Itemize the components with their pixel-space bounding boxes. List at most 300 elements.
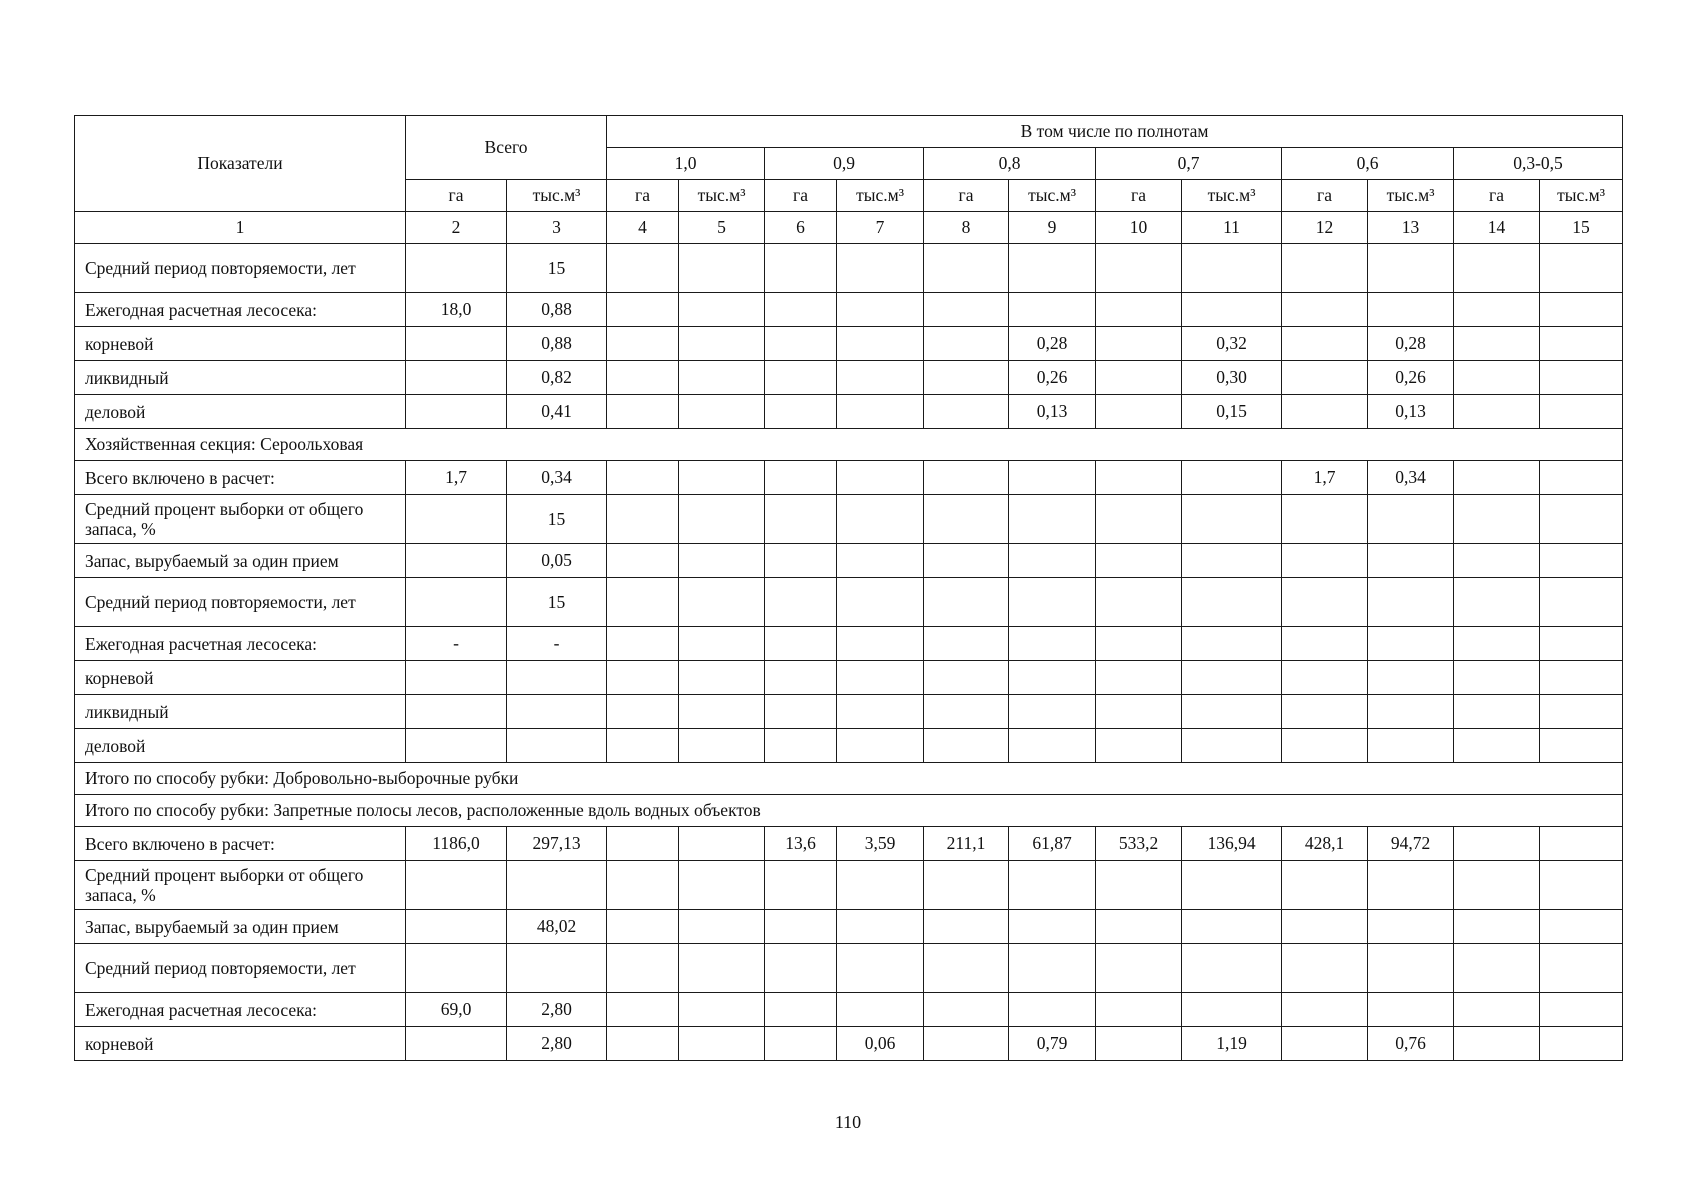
row-label: Всего включено в расчет:	[75, 461, 406, 495]
table-cell	[679, 327, 765, 361]
table-cell	[924, 395, 1009, 429]
table-cell	[837, 361, 924, 395]
table-cell: 0,82	[507, 361, 607, 395]
table-cell	[1009, 729, 1096, 763]
table-row	[75, 729, 1623, 763]
table-cell: 533,2	[1096, 827, 1182, 861]
header-row-1	[75, 116, 1623, 148]
row-label: ликвидный	[75, 695, 406, 729]
table-cell	[406, 361, 507, 395]
row-label: Средний период повторяемости, лет	[75, 244, 406, 293]
table-cell	[837, 861, 924, 910]
table-cell	[1540, 544, 1623, 578]
table-cell	[679, 495, 765, 544]
table-cell	[1182, 544, 1282, 578]
unit-m3-header: тыс.м³	[679, 180, 765, 212]
table-cell	[1096, 910, 1182, 944]
table-cell	[1540, 244, 1623, 293]
section-label: Итого по способу рубки: Добровольно-выборочные рубки	[75, 763, 1623, 795]
table-row	[75, 861, 1623, 910]
table-cell	[924, 993, 1009, 1027]
table-cell	[1540, 627, 1623, 661]
table-cell	[1282, 627, 1368, 661]
column-number: 9	[1009, 212, 1096, 244]
table-cell	[1540, 361, 1623, 395]
table-cell	[679, 578, 765, 627]
table-cell	[1282, 327, 1368, 361]
table-cell: 61,87	[1009, 827, 1096, 861]
table-row	[75, 827, 1623, 861]
row-label: Средний процент выборки от общего запаса, %	[75, 861, 406, 910]
table-cell	[1182, 944, 1282, 993]
table-cell	[679, 827, 765, 861]
table-cell	[1096, 461, 1182, 495]
table-cell	[607, 661, 679, 695]
table-cell	[679, 861, 765, 910]
table-cell	[1182, 244, 1282, 293]
table-row	[75, 327, 1623, 361]
table-cell	[607, 544, 679, 578]
table-cell	[607, 627, 679, 661]
column-number: 8	[924, 212, 1009, 244]
table-cell: 18,0	[406, 293, 507, 327]
table-cell: 2,80	[507, 993, 607, 1027]
table-cell	[607, 729, 679, 763]
table-cell	[1009, 578, 1096, 627]
table-cell	[607, 1027, 679, 1061]
table-cell	[1009, 461, 1096, 495]
table-cell	[406, 244, 507, 293]
table-cell	[1454, 495, 1540, 544]
table-cell	[924, 361, 1009, 395]
table-cell	[1454, 729, 1540, 763]
unit-ha-header: га	[607, 180, 679, 212]
table-cell	[1182, 910, 1282, 944]
table-cell	[679, 944, 765, 993]
table-cell	[1096, 695, 1182, 729]
unit-ha-header: га	[406, 180, 507, 212]
density-header: 0,9	[765, 148, 924, 180]
table-cell: 15	[507, 578, 607, 627]
table-cell	[1368, 495, 1454, 544]
table-cell	[1182, 293, 1282, 327]
table-cell	[1368, 729, 1454, 763]
unit-ha-header: га	[765, 180, 837, 212]
table-cell: 0,34	[507, 461, 607, 495]
table-cell	[1182, 661, 1282, 695]
table-cell	[1368, 944, 1454, 993]
table-cell	[1096, 861, 1182, 910]
table-cell	[924, 461, 1009, 495]
table-cell	[924, 495, 1009, 544]
table-cell	[507, 661, 607, 695]
table-row	[75, 627, 1623, 661]
table-cell	[1282, 244, 1368, 293]
table-row	[75, 1027, 1623, 1061]
table-row	[75, 910, 1623, 944]
table-cell	[607, 993, 679, 1027]
table-cell	[607, 293, 679, 327]
table-cell	[1540, 327, 1623, 361]
table-cell	[837, 327, 924, 361]
table-cell	[765, 544, 837, 578]
column-number: 4	[607, 212, 679, 244]
table-row	[75, 544, 1623, 578]
table-cell	[1282, 495, 1368, 544]
table-cell	[1540, 395, 1623, 429]
table-cell: 0,41	[507, 395, 607, 429]
table-cell	[1096, 293, 1182, 327]
row-label: Средний период повторяемости, лет	[75, 578, 406, 627]
table-cell	[765, 627, 837, 661]
table-cell	[1540, 661, 1623, 695]
table-row	[75, 361, 1623, 395]
unit-ha-header: га	[1454, 180, 1540, 212]
table-cell	[679, 461, 765, 495]
column-number: 6	[765, 212, 837, 244]
table-cell	[924, 861, 1009, 910]
table-cell	[837, 461, 924, 495]
table-cell	[679, 729, 765, 763]
table-cell	[837, 544, 924, 578]
table-cell	[765, 729, 837, 763]
table-cell	[607, 395, 679, 429]
table-cell	[406, 1027, 507, 1061]
table-cell	[924, 578, 1009, 627]
table-cell	[837, 495, 924, 544]
table-cell: 0,76	[1368, 1027, 1454, 1061]
table-cell	[837, 944, 924, 993]
table-cell	[1454, 827, 1540, 861]
table-row	[75, 944, 1623, 993]
table-cell	[765, 910, 837, 944]
table-cell	[1096, 944, 1182, 993]
table-cell	[837, 910, 924, 944]
table-cell	[679, 395, 765, 429]
table-cell	[924, 1027, 1009, 1061]
unit-m3-header: тыс.м³	[1368, 180, 1454, 212]
density-header: 1,0	[607, 148, 765, 180]
table-cell	[837, 244, 924, 293]
table-cell	[679, 993, 765, 1027]
table-cell	[924, 729, 1009, 763]
table-cell	[924, 327, 1009, 361]
table-cell: 0,15	[1182, 395, 1282, 429]
table-cell: 69,0	[406, 993, 507, 1027]
table-cell	[1540, 695, 1623, 729]
table-cell: 0,13	[1368, 395, 1454, 429]
table-cell	[1009, 495, 1096, 544]
column-number: 15	[1540, 212, 1623, 244]
header-density-group: В том числе по полнотам	[607, 116, 1623, 148]
table-cell	[1540, 495, 1623, 544]
column-number: 11	[1182, 212, 1282, 244]
row-label: Всего включено в расчет:	[75, 827, 406, 861]
table-cell: 0,26	[1009, 361, 1096, 395]
table-cell	[406, 495, 507, 544]
table-cell	[507, 695, 607, 729]
table-cell	[607, 327, 679, 361]
section-row	[75, 429, 1623, 461]
table-cell	[765, 495, 837, 544]
table-cell	[924, 695, 1009, 729]
table-cell: 94,72	[1368, 827, 1454, 861]
table-cell: 0,26	[1368, 361, 1454, 395]
table-cell	[765, 578, 837, 627]
table-cell	[1454, 544, 1540, 578]
column-number: 3	[507, 212, 607, 244]
table-cell	[507, 861, 607, 910]
table-cell	[1096, 327, 1182, 361]
table-cell	[1368, 910, 1454, 944]
table-cell	[1454, 327, 1540, 361]
table-cell	[1540, 293, 1623, 327]
table-cell: -	[507, 627, 607, 661]
row-label: Средний период повторяемости, лет	[75, 944, 406, 993]
table-cell	[1096, 244, 1182, 293]
table-cell	[765, 944, 837, 993]
table-cell	[1282, 695, 1368, 729]
table-cell	[1282, 661, 1368, 695]
unit-m3-header: тыс.м³	[837, 180, 924, 212]
table-cell: 1,7	[1282, 461, 1368, 495]
row-label: Ежегодная расчетная лесосека:	[75, 993, 406, 1027]
table-cell	[406, 944, 507, 993]
table-cell	[607, 827, 679, 861]
unit-m3-header: тыс.м³	[1009, 180, 1096, 212]
table-row	[75, 578, 1623, 627]
table-cell	[1096, 395, 1182, 429]
table-cell	[837, 578, 924, 627]
table-cell	[1454, 395, 1540, 429]
table-cell	[765, 244, 837, 293]
density-header: 0,3-0,5	[1454, 148, 1623, 180]
table-row	[75, 244, 1623, 293]
table-cell	[1182, 861, 1282, 910]
table-cell	[1368, 544, 1454, 578]
table-cell	[406, 729, 507, 763]
table-cell	[1009, 910, 1096, 944]
table-cell	[607, 695, 679, 729]
table-cell	[679, 361, 765, 395]
table-cell	[679, 544, 765, 578]
table-cell: 1186,0	[406, 827, 507, 861]
table-cell: 0,34	[1368, 461, 1454, 495]
table-cell	[1368, 993, 1454, 1027]
table-cell	[765, 993, 837, 1027]
table-cell: 0,28	[1009, 327, 1096, 361]
table-cell	[1096, 544, 1182, 578]
column-number: 10	[1096, 212, 1182, 244]
unit-ha-header: га	[1282, 180, 1368, 212]
table-cell: 0,05	[507, 544, 607, 578]
table-cell	[837, 627, 924, 661]
table-cell: 211,1	[924, 827, 1009, 861]
table-cell	[1454, 944, 1540, 993]
row-label: корневой	[75, 1027, 406, 1061]
table-cell: 0,30	[1182, 361, 1282, 395]
table-cell	[607, 461, 679, 495]
table-cell	[1009, 861, 1096, 910]
table-cell	[507, 729, 607, 763]
forest-calculation-table	[74, 115, 1623, 1061]
table-cell	[1282, 993, 1368, 1027]
table-cell	[765, 695, 837, 729]
table-cell	[765, 395, 837, 429]
table-cell	[679, 661, 765, 695]
table-cell	[1182, 729, 1282, 763]
table-cell	[924, 544, 1009, 578]
table-cell	[1540, 910, 1623, 944]
column-number: 13	[1368, 212, 1454, 244]
row-label: Ежегодная расчетная лесосека:	[75, 293, 406, 327]
table-cell	[1454, 993, 1540, 1027]
table-cell	[607, 578, 679, 627]
table-cell: -	[406, 627, 507, 661]
table-cell	[1368, 244, 1454, 293]
table-cell	[1009, 244, 1096, 293]
table-cell	[1009, 944, 1096, 993]
table-cell: 136,94	[1182, 827, 1282, 861]
header-row-column-numbers	[75, 212, 1623, 244]
table-cell	[924, 661, 1009, 695]
table-cell	[1182, 495, 1282, 544]
table-cell	[1182, 578, 1282, 627]
row-label: Ежегодная расчетная лесосека:	[75, 627, 406, 661]
table-cell	[1282, 395, 1368, 429]
table-cell	[1540, 993, 1623, 1027]
table-cell	[1009, 661, 1096, 695]
table-cell	[679, 627, 765, 661]
table-cell	[1454, 293, 1540, 327]
table-cell	[679, 695, 765, 729]
table-cell: 15	[507, 495, 607, 544]
column-number: 2	[406, 212, 507, 244]
table-cell	[1454, 361, 1540, 395]
table-cell	[1096, 729, 1182, 763]
table-cell	[1282, 361, 1368, 395]
table-cell	[1182, 461, 1282, 495]
section-label: Хозяйственная секция: Сероольховая	[75, 429, 1623, 461]
table-cell: 0,88	[507, 293, 607, 327]
unit-m3-header: тыс.м³	[1540, 180, 1623, 212]
table-cell	[1096, 495, 1182, 544]
row-label: корневой	[75, 661, 406, 695]
table-row	[75, 695, 1623, 729]
table-cell	[1282, 861, 1368, 910]
table-cell	[679, 910, 765, 944]
table-cell	[1009, 293, 1096, 327]
table-row	[75, 293, 1623, 327]
table-cell	[1454, 861, 1540, 910]
table-cell	[1454, 627, 1540, 661]
row-label: деловой	[75, 729, 406, 763]
unit-ha-header: га	[924, 180, 1009, 212]
column-number: 1	[75, 212, 406, 244]
table-cell	[1096, 993, 1182, 1027]
table-row	[75, 661, 1623, 695]
table-cell: 15	[507, 244, 607, 293]
table-cell	[924, 944, 1009, 993]
table-cell	[924, 244, 1009, 293]
row-label: деловой	[75, 395, 406, 429]
table-cell	[1182, 627, 1282, 661]
density-header: 0,7	[1096, 148, 1282, 180]
table-cell: 0,13	[1009, 395, 1096, 429]
table-cell	[837, 661, 924, 695]
table-cell	[1368, 293, 1454, 327]
table-cell	[1540, 827, 1623, 861]
table-cell	[765, 361, 837, 395]
table-row	[75, 993, 1623, 1027]
table-row	[75, 395, 1623, 429]
unit-ha-header: га	[1096, 180, 1182, 212]
column-number: 14	[1454, 212, 1540, 244]
table-cell: 0,79	[1009, 1027, 1096, 1061]
table-cell	[607, 861, 679, 910]
table-cell	[1540, 861, 1623, 910]
table-cell	[1009, 695, 1096, 729]
table-cell	[1096, 627, 1182, 661]
table-cell	[406, 395, 507, 429]
table-cell	[1368, 695, 1454, 729]
column-number: 5	[679, 212, 765, 244]
table-cell	[924, 910, 1009, 944]
table-cell	[1540, 944, 1623, 993]
density-header: 0,6	[1282, 148, 1454, 180]
table-cell	[1540, 461, 1623, 495]
table-cell	[1454, 461, 1540, 495]
header-vsego: Всего	[406, 116, 607, 180]
table-cell	[1096, 361, 1182, 395]
column-number: 7	[837, 212, 924, 244]
table-cell	[507, 944, 607, 993]
table-cell	[1009, 544, 1096, 578]
table-cell	[1096, 578, 1182, 627]
table-cell	[1282, 544, 1368, 578]
table-cell	[607, 910, 679, 944]
table-cell: 1,19	[1182, 1027, 1282, 1061]
table-cell: 13,6	[765, 827, 837, 861]
table-cell	[607, 495, 679, 544]
page-number: 110	[834, 1112, 862, 1132]
table-cell	[765, 327, 837, 361]
table-cell	[837, 293, 924, 327]
row-label: корневой	[75, 327, 406, 361]
table-cell	[1009, 993, 1096, 1027]
table-cell	[406, 578, 507, 627]
table-cell: 297,13	[507, 827, 607, 861]
table-cell	[1282, 578, 1368, 627]
table-cell: 0,06	[837, 1027, 924, 1061]
table-cell	[406, 544, 507, 578]
table-row	[75, 461, 1623, 495]
table-cell	[679, 293, 765, 327]
table-cell: 3,59	[837, 827, 924, 861]
unit-m3-header: тыс.м³	[507, 180, 607, 212]
table-cell	[607, 944, 679, 993]
table-cell	[679, 244, 765, 293]
table-cell	[837, 395, 924, 429]
table-cell	[406, 661, 507, 695]
table-cell: 0,32	[1182, 327, 1282, 361]
table-cell	[607, 244, 679, 293]
table-cell	[1182, 993, 1282, 1027]
table-cell	[1454, 1027, 1540, 1061]
table-cell	[765, 1027, 837, 1061]
row-label: Запас, вырубаемый за один прием	[75, 910, 406, 944]
section-row	[75, 795, 1623, 827]
